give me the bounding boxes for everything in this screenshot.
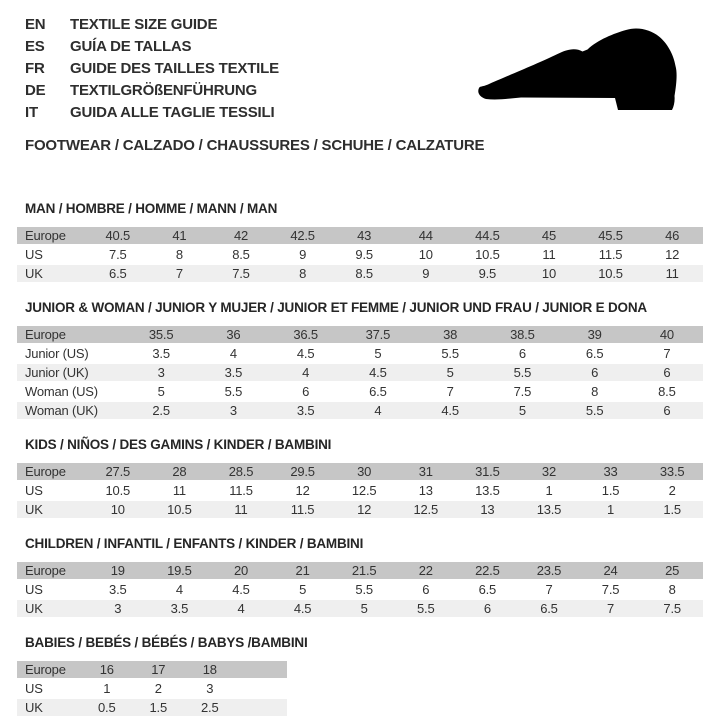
size-value: 42 — [210, 227, 272, 244]
size-value: 4.5 — [342, 364, 414, 381]
size-value: 4 — [149, 581, 211, 598]
row-label: US — [17, 482, 87, 499]
size-value: 19.5 — [149, 562, 211, 579]
size-value: 11 — [210, 501, 272, 518]
size-value: 4 — [210, 600, 272, 617]
size-value: 0.5 — [81, 699, 133, 716]
table-row — [17, 265, 703, 282]
size-value: 7.5 — [580, 581, 642, 598]
table-row — [17, 463, 703, 480]
table-row — [17, 699, 287, 716]
language-label: TEXTILE SIZE GUIDE — [70, 16, 218, 33]
size-value: 13 — [395, 482, 457, 499]
size-value: 2.5 — [184, 699, 236, 716]
size-value: 31 — [395, 463, 457, 480]
table-row — [17, 680, 287, 697]
size-value: 4.5 — [270, 345, 342, 362]
size-value: 2 — [133, 680, 185, 697]
size-value: 1 — [81, 680, 133, 697]
size-value: 1 — [518, 482, 580, 499]
table-title: KIDS / NIÑOS / DES GAMINS / KINDER / BAMBINI — [25, 437, 332, 452]
table-title: MAN / HOMBRE / HOMME / MANN / MAN — [25, 201, 278, 216]
size-value: 12.5 — [395, 501, 457, 518]
size-value: 6.5 — [559, 345, 631, 362]
size-value: 3.5 — [270, 402, 342, 419]
size-value: 3 — [125, 364, 197, 381]
size-value: 7 — [414, 383, 486, 400]
category-title: FOOTWEAR / CALZADO / CHAUSSURES / SCHUHE / CALZATURE — [25, 137, 485, 154]
size-value: 5 — [333, 600, 395, 617]
size-value: 3.5 — [149, 600, 211, 617]
size-value — [236, 680, 288, 697]
size-value: 5 — [414, 364, 486, 381]
size-value: 41 — [149, 227, 211, 244]
size-value: 3.5 — [125, 345, 197, 362]
language-code: IT — [25, 104, 38, 121]
row-label: US — [17, 581, 87, 598]
row-label: UK — [17, 501, 87, 518]
size-value: 9.5 — [333, 246, 395, 263]
size-value: 17 — [133, 661, 185, 678]
size-value: 6.5 — [518, 600, 580, 617]
size-value: 40 — [631, 326, 703, 343]
size-value: 7.5 — [486, 383, 558, 400]
size-value: 4.5 — [414, 402, 486, 419]
size-value: 36.5 — [270, 326, 342, 343]
size-value: 11 — [149, 482, 211, 499]
table-row — [17, 345, 703, 362]
size-value: 8 — [641, 581, 703, 598]
size-value: 2.5 — [125, 402, 197, 419]
table-row — [17, 661, 287, 678]
size-value: 5 — [272, 581, 334, 598]
size-value: 11.5 — [272, 501, 334, 518]
size-value: 4.5 — [210, 581, 272, 598]
size-value: 25 — [641, 562, 703, 579]
size-value: 22.5 — [457, 562, 519, 579]
size-value: 11.5 — [580, 246, 642, 263]
size-value: 3 — [87, 600, 149, 617]
size-value: 7.5 — [210, 265, 272, 282]
size-value: 5.5 — [486, 364, 558, 381]
size-value: 10 — [395, 246, 457, 263]
size-value: 6 — [457, 600, 519, 617]
size-value: 39 — [559, 326, 631, 343]
size-value: 1.5 — [133, 699, 185, 716]
size-value: 2 — [641, 482, 703, 499]
table-row — [17, 562, 703, 579]
row-label: Europe — [17, 463, 87, 480]
size-value: 7 — [580, 600, 642, 617]
row-label: Junior (US) — [17, 345, 125, 362]
size-value — [236, 699, 288, 716]
size-value: 33 — [580, 463, 642, 480]
size-value: 44.5 — [457, 227, 519, 244]
language-label: TEXTILGRÖßENFÜHRUNG — [70, 82, 258, 99]
size-value: 12 — [641, 246, 703, 263]
row-label: Woman (UK) — [17, 402, 125, 419]
size-value: 35.5 — [125, 326, 197, 343]
size-value: 44 — [395, 227, 457, 244]
size-value: 43 — [333, 227, 395, 244]
size-value: 10.5 — [580, 265, 642, 282]
language-code: ES — [25, 38, 45, 55]
size-value: 6.5 — [342, 383, 414, 400]
row-label: US — [17, 246, 87, 263]
size-value: 45 — [518, 227, 580, 244]
size-value: 8.5 — [333, 265, 395, 282]
row-label: UK — [17, 265, 87, 282]
size-value: 11 — [518, 246, 580, 263]
size-value: 3 — [184, 680, 236, 697]
size-value: 1 — [580, 501, 642, 518]
size-value: 4 — [197, 345, 269, 362]
row-label: US — [17, 680, 81, 697]
size-table — [17, 324, 703, 421]
table-row — [17, 364, 703, 381]
size-value: 6.5 — [457, 581, 519, 598]
size-value: 5 — [125, 383, 197, 400]
table-row — [17, 501, 703, 518]
table-row — [17, 383, 703, 400]
row-label: Junior (UK) — [17, 364, 125, 381]
size-table — [17, 659, 287, 718]
size-value: 9 — [395, 265, 457, 282]
size-value: 10.5 — [149, 501, 211, 518]
size-value: 7.5 — [87, 246, 149, 263]
size-value: 7.5 — [641, 600, 703, 617]
table-title: CHILDREN / INFANTIL / ENFANTS / KINDER / BAMBINI — [25, 536, 364, 551]
size-table — [17, 461, 703, 520]
size-value: 11 — [641, 265, 703, 282]
size-value: 30 — [333, 463, 395, 480]
size-value: 5.5 — [395, 600, 457, 617]
size-value: 10 — [87, 501, 149, 518]
size-value: 13.5 — [457, 482, 519, 499]
size-value: 29.5 — [272, 463, 334, 480]
size-value: 8 — [272, 265, 334, 282]
size-value: 13 — [457, 501, 519, 518]
size-tables — [0, 201, 720, 718]
size-value: 6 — [631, 364, 703, 381]
language-code: FR — [25, 60, 45, 77]
size-value: 38.5 — [486, 326, 558, 343]
size-value: 10.5 — [87, 482, 149, 499]
size-value: 37.5 — [342, 326, 414, 343]
size-value: 22 — [395, 562, 457, 579]
table-row — [17, 600, 703, 617]
size-table — [17, 560, 703, 619]
size-value: 4 — [270, 364, 342, 381]
table-row — [17, 246, 703, 263]
size-value: 21 — [272, 562, 334, 579]
size-value: 9 — [272, 246, 334, 263]
row-label: Europe — [17, 227, 87, 244]
size-value: 40.5 — [87, 227, 149, 244]
size-value: 5.5 — [559, 402, 631, 419]
size-value: 10 — [518, 265, 580, 282]
size-value: 5 — [486, 402, 558, 419]
row-label: UK — [17, 600, 87, 617]
size-value: 8.5 — [631, 383, 703, 400]
size-value: 1.5 — [580, 482, 642, 499]
row-label: Europe — [17, 562, 87, 579]
size-value: 8 — [559, 383, 631, 400]
size-value: 27.5 — [87, 463, 149, 480]
table-title: JUNIOR & WOMAN / JUNIOR Y MUJER / JUNIOR ET FEMME / JUNIOR UND FRAU / JUNIOR E DONA — [25, 300, 647, 315]
size-value: 3.5 — [197, 364, 269, 381]
size-value: 9.5 — [457, 265, 519, 282]
size-value: 7 — [149, 265, 211, 282]
size-value: 6 — [631, 402, 703, 419]
size-value: 38 — [414, 326, 486, 343]
table-row — [17, 227, 703, 244]
size-value: 3.5 — [87, 581, 149, 598]
table-row — [17, 482, 703, 499]
size-value — [236, 661, 288, 678]
size-value: 7 — [518, 581, 580, 598]
size-value: 5.5 — [414, 345, 486, 362]
size-value: 12 — [272, 482, 334, 499]
size-value: 32 — [518, 463, 580, 480]
size-value: 1.5 — [641, 501, 703, 518]
size-value: 21.5 — [333, 562, 395, 579]
language-label: GUIDA ALLE TAGLIE TESSILI — [70, 104, 275, 121]
size-value: 28.5 — [210, 463, 272, 480]
size-value: 36 — [197, 326, 269, 343]
size-value: 5.5 — [197, 383, 269, 400]
size-value: 31.5 — [457, 463, 519, 480]
size-table — [17, 225, 703, 284]
size-value: 19 — [87, 562, 149, 579]
size-value: 12.5 — [333, 482, 395, 499]
size-value: 16 — [81, 661, 133, 678]
size-value: 18 — [184, 661, 236, 678]
size-value: 45.5 — [580, 227, 642, 244]
size-value: 4 — [342, 402, 414, 419]
language-label: GUÍA DE TALLAS — [70, 38, 192, 55]
size-value: 10.5 — [457, 246, 519, 263]
language-code: EN — [25, 16, 46, 33]
size-value: 23.5 — [518, 562, 580, 579]
size-value: 6 — [395, 581, 457, 598]
size-value: 46 — [641, 227, 703, 244]
row-label: Europe — [17, 661, 81, 678]
size-value: 6 — [486, 345, 558, 362]
row-label: UK — [17, 699, 81, 716]
table-row — [17, 326, 703, 343]
size-value: 5.5 — [333, 581, 395, 598]
size-value: 12 — [333, 501, 395, 518]
table-row — [17, 581, 703, 598]
size-value: 42.5 — [272, 227, 334, 244]
size-value: 8 — [149, 246, 211, 263]
size-value: 20 — [210, 562, 272, 579]
size-value: 3 — [197, 402, 269, 419]
size-value: 4.5 — [272, 600, 334, 617]
size-value: 11.5 — [210, 482, 272, 499]
size-value: 7 — [631, 345, 703, 362]
size-value: 13.5 — [518, 501, 580, 518]
language-label: GUIDE DES TAILLES TEXTILE — [70, 60, 279, 77]
size-value: 6 — [559, 364, 631, 381]
size-value: 24 — [580, 562, 642, 579]
size-value: 6 — [270, 383, 342, 400]
size-value: 6.5 — [87, 265, 149, 282]
table-row — [17, 402, 703, 419]
size-value: 5 — [342, 345, 414, 362]
size-value: 8.5 — [210, 246, 272, 263]
size-value: 28 — [149, 463, 211, 480]
row-label: Woman (US) — [17, 383, 125, 400]
row-label: Europe — [17, 326, 125, 343]
table-title: BABIES / BEBÉS / BÉBÉS / BABYS /BAMBINI — [25, 635, 308, 650]
shoe-icon — [477, 26, 682, 114]
language-code: DE — [25, 82, 46, 99]
size-value: 33.5 — [641, 463, 703, 480]
